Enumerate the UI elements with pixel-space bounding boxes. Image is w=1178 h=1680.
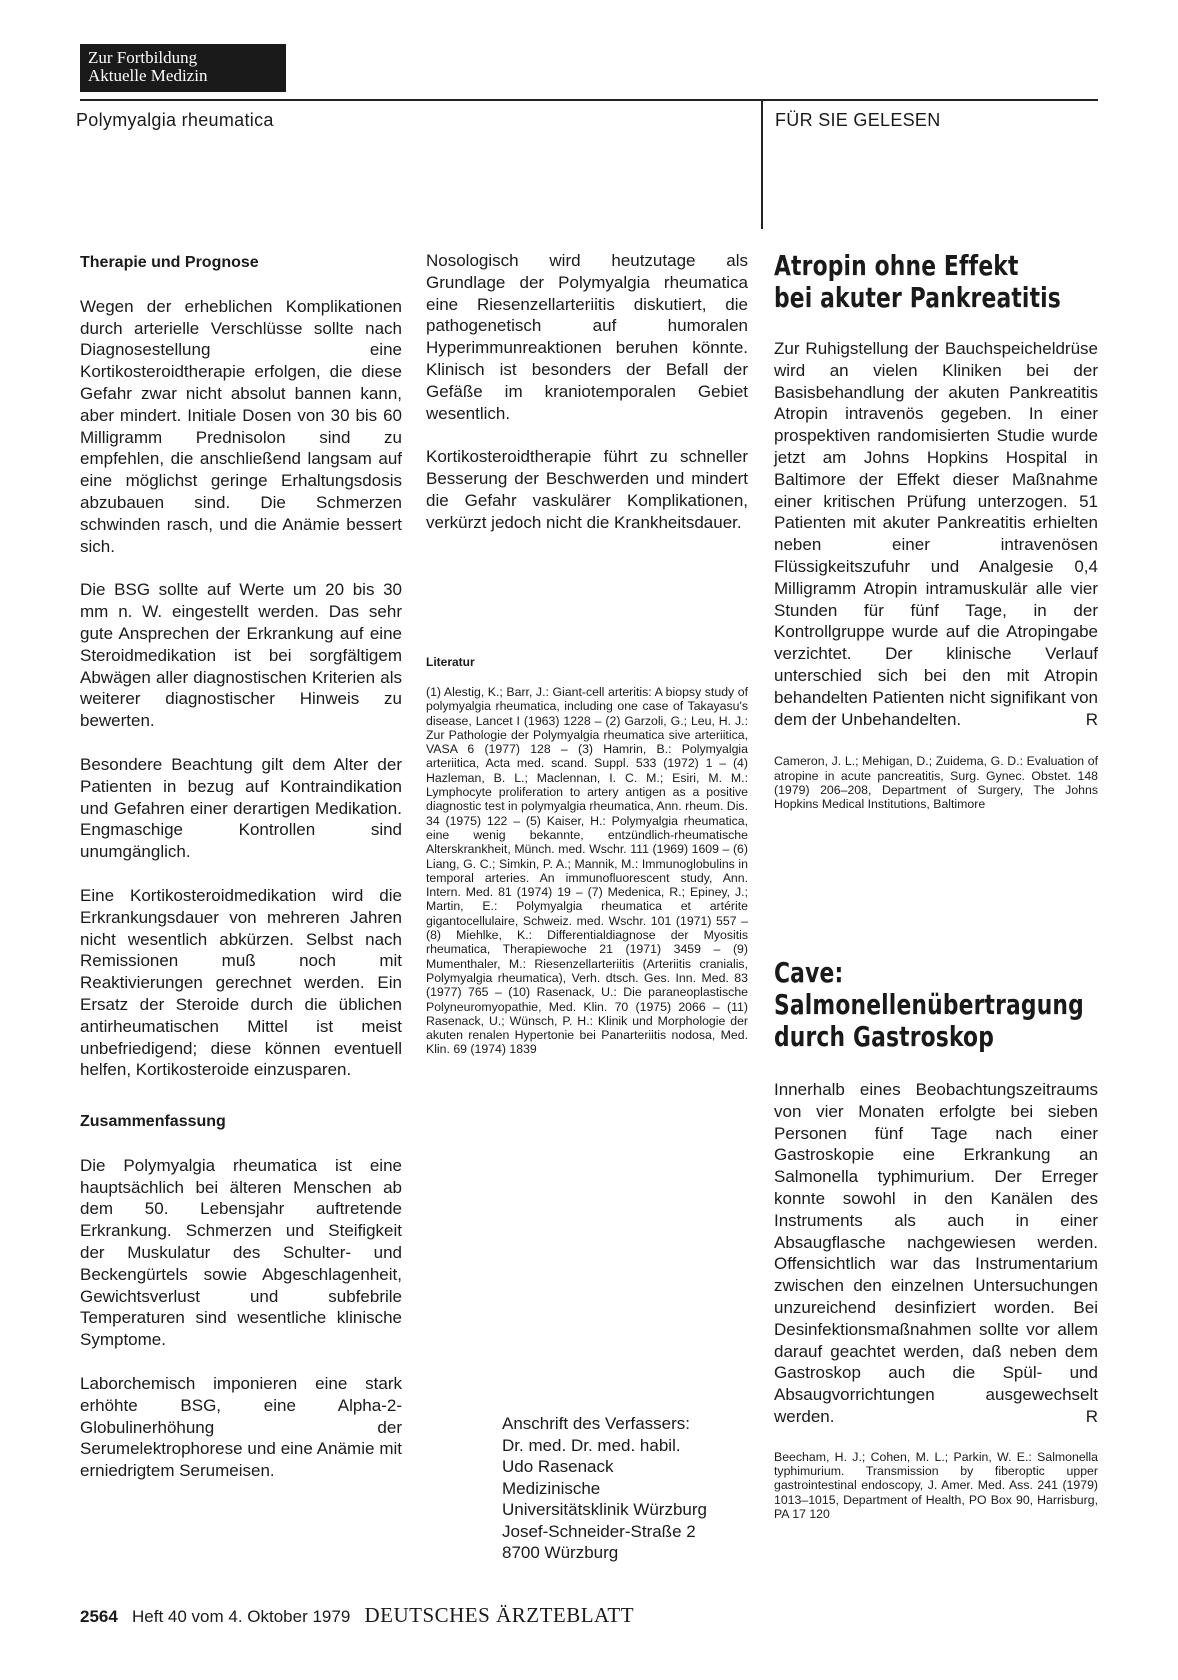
article-2-body (774, 1079, 1098, 1428)
running-head-right: FÜR SIE GELESEN (775, 110, 941, 130)
article-1-signature: R (1085, 709, 1098, 729)
page-number: 2564 (80, 1607, 118, 1626)
address-line: Universitätsklinik Würzburg (502, 1500, 707, 1519)
author-address (502, 1413, 762, 1564)
paragraph: Wegen der erheblichen Komplikationen durch arterielle Verschlüsse sollte nach Diagnosestellung eine Kortikosteroidtherapie erfolgen, die diese Gefahr zwar nicht absolut bannen kann, aber mindert. Initiale Dosen von 30 bis 60 Milligramm Prednisolon sind zu empfehlen, die anschließend langsam auf eine möglichst geringe Erhaltungsdosis abzubauen sind. Die Schmerzen schwinden rasch, und die Anämie bessert sich. (80, 296, 402, 556)
section-label-line2: Aktuelle Medizin (88, 66, 208, 85)
literature-title: Literatur (426, 655, 475, 669)
paragraph: Kortikosteroidtherapie führt zu schneller Besserung der Beschwerden und mindert die Gefahr vaskulärer Komplikationen, verkürzt jedoch nicht die Krankheitsdauer. (426, 447, 748, 532)
paragraph: Nosologisch wird heutzutage als Grundlage der Polymyalgia rheumatica eine Riesenzellarteriitis diskutiert, die pathogenetisch auf humoralen Hyperimmunreaktionen beruhen könnte. Klinisch ist besonders der Befall der Gefäße im kraniotemporalen Gebiet wesentlich. (426, 251, 748, 423)
article-1-text: Zur Ruhigstellung der Bauchspeicheldrüse wird an vielen Kliniken bei der Basisbehandlung der akuten Pankreatitis Atropin intravenös gegeben. In einer prospektiven randomisierten Studie wurde jetzt am Johns Hopkins Hospital in Baltimore der Effekt dieser Maßnahme einer kritischen Prüfung unterzogen. 51 Patienten mit akuter Pankreatitis erhielten neben einer intravenösen Flüssigkeitszufuhr und Analgesie 0,4 Milligramm Atropin intramuskulär alle vier Stunden für fünf Tage, in der Kontrollgruppe wurde auf die Atropingabe verzichtet. Der klinische Verlauf unterschied sich bei den mit Atropin behandelten Patienten nicht signifikant von dem der Unbehandelten. (774, 339, 1098, 729)
running-head-left: Polymyalgia rheumatica (76, 110, 274, 130)
paragraph: Die Polymyalgia rheumatica ist eine hauptsächlich bei älteren Menschen ab dem 50. Lebensjahr auftretende Erkrankung. Schmerzen und Steifigkeit der Muskulatur des Schulter- und Beckengürtels sowie Abgeschlagenheit, Gewichtsverlust und subfebrile Temperaturen sind wesentliche klinische Symptome. (80, 1155, 402, 1350)
column-2 (426, 250, 748, 556)
article-1-body (774, 338, 1098, 730)
article-2-reference: Beecham, H. J.; Cohen, M. L.; Parkin, W. E.: Salmonella typhimurium. Transmission by fiberoptic upper gastrointestinal endoscopy, J. Amer. Med. Ass. 241 (1979) 1013–1015, Department of Health, PO Box 90, Harrisburg, PA 17 120 (774, 1449, 1098, 1521)
heading-zusammenfassung: Zusammenfassung (80, 1113, 226, 1131)
article-1-reference: Cameron, J. L.; Mehigan, D.; Zuidema, G. D.: Evaluation of atropine in acute pancreatitis, Surg. Gynec. Obstet. 148 (1979) 206–208, Department of Surgery, The Johns Hopkins Medical Institutions, Baltimore (774, 754, 1098, 812)
address-line: Josef-Schneider-Straße 2 (502, 1521, 696, 1541)
magazine-name: DEUTSCHES ÄRZTEBLATT (364, 1603, 635, 1627)
address-line: Udo Rasenack (502, 1457, 614, 1476)
literature-list: (1) Alestig, K.; Barr, J.: Giant-cell arteritis: A biopsy study of polymyalgia rheumatica, including one case of Takayasu's disease, Lancet I (1963) 1228 – (2) Garzoli, G.; Leu, H. J.: Zur Pathologie der Polymyalgia rheumatica sive arteriitica, VASA 6 (1977) 128 – (3) Hamrin, B.: Polymyalgia arteriitica, Acta med. scand. Suppl. 533 (1972) 1 – (4) Hazleman, B. L.; Maclennan, I. C. M.; Esiri, M. M.: Lymphocyte proliferation to artery antigen as a positive diagnostic test in polymyalgia rheumatica, Ann. rheum. Dis. 34 (1975) 122 – (5) Kaiser, H.: Polymyalgia rheumatica, eine wenig bekannte, entzündlich-rheumatische Alterskrankheit, Münch. med. Wschr. 111 (1969) 1609 – (6) Liang, G. C.; Simkin, P. A.; Mannik, M.: Immunoglobulins in temporal arteries. An immunofluorescent study, Ann. Intern. Med. 81 (1974) 19 – (7) Medenica, R.; Epiney, J.; Martin, E.: Polymyalgia rheumatica et artérite gigantocellulaire, Schweiz. med. Wschr. 101 (1971) 557 – (8) Miehlke, K.: Differentialdiagnose der Myositis rheumatica, Therapiewoche 21 (1971) 3459 – (9) Mumenthaler, M.: Riesenzellarteriitis (Arteriitis cranialis, Polymyalgia rheumatica), Verh. dtsch. Ges. Inn. Med. 83 (1977) 765 – (10) Rasenack, U.: Die paraneoplastische Polyneuromyopathie, Med. Klin. 70 (1975) 2066 – (11) Rasenack, U.; Wünsch, P. H.: Klinik und Morphologie der akuten renalen Hypertonie bei Panarteriitis nodosa, Med. Klin. 69 (1974) 1839 (426, 685, 748, 1057)
heading-therapie: Therapie und Prognose (80, 254, 259, 271)
header-rule (80, 99, 1098, 101)
article-salmonellen (774, 957, 1098, 1521)
article-2-title-line3: durch Gastroskop (774, 1020, 995, 1053)
paragraph: Die BSG sollte auf Werte um 20 bis 30 mm n. W. eingestellt werden. Das sehr gute Ansprechen der Erkrankung auf eine Steroidmedikation ist bei sorgfältigem Abwägen aller diagnostischen Kriterien als weiterer diagnostischer Hinweis zu bewerten. (80, 580, 402, 731)
article-2-signature: R (1085, 1406, 1098, 1426)
issue-info: Heft 40 vom 4. Oktober 1979 (132, 1607, 351, 1626)
address-line: Medizinische (502, 1478, 601, 1498)
article-1-title-line1: Atropin ohne Effekt (774, 249, 1019, 282)
page-footer (80, 1603, 634, 1628)
column-1 (80, 252, 402, 1504)
article-2-text: Innerhalb eines Beobachtungszeitraums von vier Monaten erfolgte bei sieben Personen fünf Tage nach einer Gastroskopie eine Erkrankung an Salmonella typhimurium. Der Erreger konnte sowohl in den Kanälen des Instruments als auch in einer Absaugflasche nachgewiesen werden. Offensichtlich war das Instrumentarium zwischen den einzelnen Untersuchungen unzureichend desinfiziert worden. Bei Desinfektionsmaßnahmen sollte vor allem darauf geachtet werden, daß neben dem Gastroskop auch die Spül- und Absaugvorrichtungen ausgewechselt werden. (774, 1080, 1098, 1426)
paragraph: Besondere Beachtung gilt dem Alter der Patienten in bezug auf Kontraindikation und Gefahren einer derartigen Medikation. Engmaschige Kontrollen sind unumgänglich. (80, 754, 402, 862)
paragraph: Eine Kortikosteroidmedikation wird die Erkrankungsdauer von mehreren Jahren nicht wesentlich abkürzen. Selbst nach Remissionen muß noch mit Reaktivierungen gerechnet werden. Ein Ersatz der Steroide durch die üblichen antirheumatischen Mittel ist meist unbefriedigend; diese können eventuell helfen, Kortikosteroide einzusparen. (80, 885, 402, 1080)
article-2-title-line2: Salmonellenübertragung (774, 988, 1084, 1021)
paragraph: Laborchemisch imponieren eine stark erhöhte BSG, eine Alpha-2-Globulinerhöhung der Serumelektrophorese und eine Anämie mit erniedrigtem Serumeisen. (80, 1374, 402, 1481)
article-atropin (774, 250, 1098, 812)
section-label (80, 44, 286, 92)
address-line: 8700 Würzburg (502, 1543, 619, 1562)
article-1-title-line2: bei akuter Pankreatitis (774, 281, 1061, 314)
address-line: Anschrift des Verfassers: (502, 1414, 691, 1433)
section-label-line1: Zur Fortbildung (88, 48, 198, 67)
address-line: Dr. med. Dr. med. habil. (502, 1435, 681, 1455)
article-2-title-line1: Cave: (774, 956, 844, 989)
column-divider (761, 99, 763, 229)
literature-block (426, 655, 748, 1057)
